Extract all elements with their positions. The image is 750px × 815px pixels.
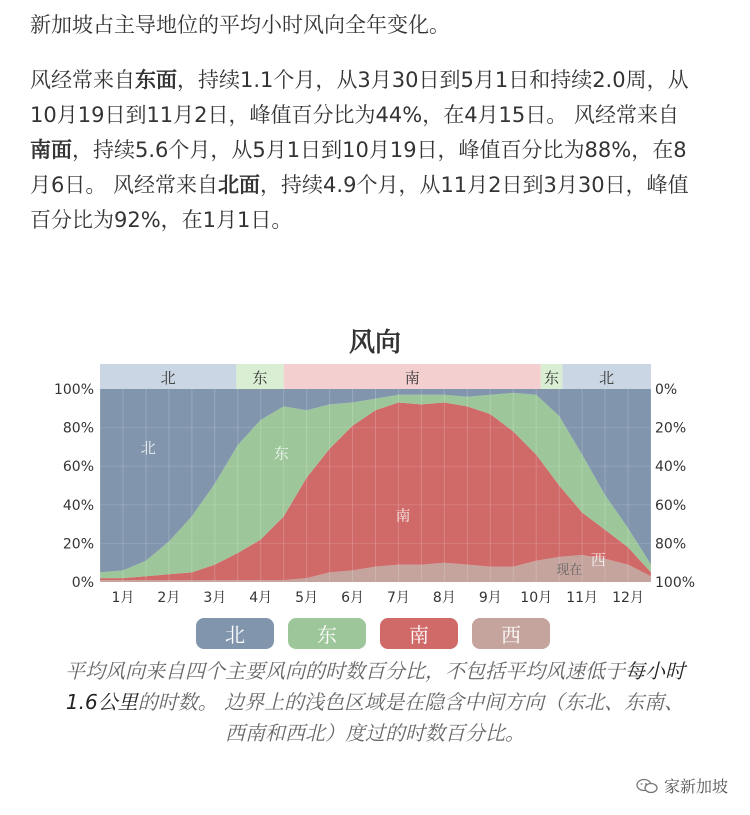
chart-caption xyxy=(60,656,690,749)
legend-item: 北 xyxy=(196,618,274,649)
desc-part-1: 风经常来自 xyxy=(30,68,135,92)
x-tick-label: 6月 xyxy=(341,590,365,606)
x-tick-label: 11月 xyxy=(566,590,599,606)
direction-band-label: 南 xyxy=(404,369,420,387)
wind-direction-chart xyxy=(0,350,750,612)
x-tick-label: 2月 xyxy=(157,590,181,606)
area-label: 南 xyxy=(395,506,411,525)
desc-part-2: ，持续1.1个月，从3月30日到5月1日和持续2.0周，从10月19日到11月2日，峰值百分比为44%，在4月15日。 风经常来自 xyxy=(30,68,689,127)
y-right-tick-label: 60% xyxy=(655,497,687,514)
y-left-tick-label: 100% xyxy=(53,382,94,398)
description-text xyxy=(30,63,690,238)
x-tick-label: 7月 xyxy=(386,590,410,606)
legend-item: 西 xyxy=(472,618,550,649)
direction-band-label: 北 xyxy=(599,369,615,387)
x-tick-label: 10月 xyxy=(520,590,553,606)
y-left-tick-label: 40% xyxy=(62,497,94,514)
y-left-tick-label: 20% xyxy=(62,536,94,553)
watermark-text: 家新加坡 xyxy=(663,777,728,796)
x-tick-label: 1月 xyxy=(111,590,135,606)
chart-legend xyxy=(196,618,556,650)
wechat-icon xyxy=(636,778,658,794)
area-label: 东 xyxy=(273,444,289,463)
y-right-tick-label: 20% xyxy=(655,420,687,437)
legend-item: 东 xyxy=(288,618,366,649)
y-right-tick-label: 0% xyxy=(655,382,678,398)
caption-part-2: 的时数。 边界上的浅色区域是在隐含中间方向（东北、东南、西南和西北）度过的时数百分比。 xyxy=(137,690,685,745)
area-label: 西 xyxy=(590,550,606,569)
chart-title: 风向 xyxy=(348,328,401,358)
caption-part-1: 平均风向来自四个主要风向的时数百分比，不包括平均风速低于 xyxy=(65,659,625,683)
y-right-tick-label: 40% xyxy=(655,459,687,476)
area-label: 北 xyxy=(140,438,156,457)
x-tick-label: 3月 xyxy=(203,590,227,606)
desc-south: 南面 xyxy=(30,138,72,162)
watermark xyxy=(636,774,728,797)
y-right-tick-label: 80% xyxy=(655,536,687,553)
y-right-tick-label: 100% xyxy=(655,575,696,591)
desc-east: 东面 xyxy=(135,68,177,92)
caption-speed-emphasis: 每小时1.6公里 xyxy=(65,659,685,714)
direction-band-label: 东 xyxy=(544,369,560,387)
y-left-tick-label: 60% xyxy=(62,459,94,476)
y-left-tick-label: 80% xyxy=(62,420,94,437)
desc-part-4: ，持续4.9个月，从11月2日到3月30日，峰值百分比为92%，在1月1日。 xyxy=(30,173,689,232)
direction-band-label: 东 xyxy=(252,369,268,387)
now-marker-label: 现在 xyxy=(556,563,583,578)
y-left-tick-label: 0% xyxy=(71,575,94,591)
x-tick-label: 9月 xyxy=(478,590,502,606)
intro-text: 新加坡占主导地位的平均小时风向全年变化。 xyxy=(30,13,450,37)
direction-band-label: 北 xyxy=(160,369,176,387)
x-tick-label: 8月 xyxy=(432,590,456,606)
desc-north: 北面 xyxy=(218,173,261,197)
x-tick-label: 4月 xyxy=(249,590,273,606)
x-tick-label: 5月 xyxy=(295,590,319,606)
legend-item: 南 xyxy=(380,618,458,649)
x-tick-label: 12月 xyxy=(612,590,644,606)
desc-part-3: ，持续5.6个月，从5月1日到10月19日，峰值百分比为88%，在8月6日。 风经常来自 xyxy=(30,138,687,197)
